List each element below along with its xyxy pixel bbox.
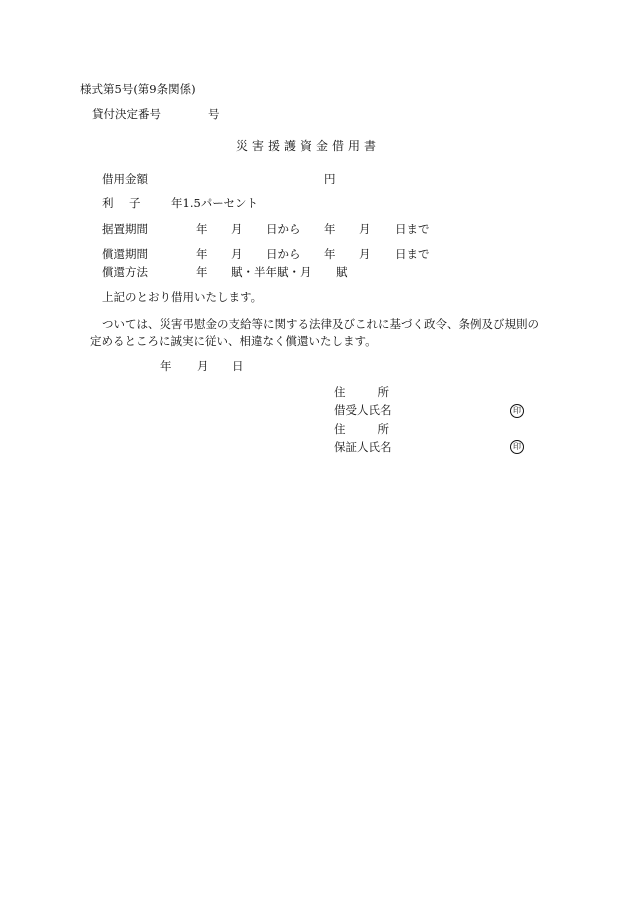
date-year: 年 <box>160 359 172 373</box>
borrower-seal-icon: 印 <box>510 404 524 418</box>
deferment-year-to: 年 <box>324 222 336 236</box>
deferment-year-from: 年 <box>196 222 208 236</box>
repayment-year-from: 年 <box>196 247 208 261</box>
repayment-day-from: 日から <box>266 247 301 261</box>
date-month: 月 <box>197 359 209 373</box>
amount-unit: 円 <box>324 172 336 186</box>
deferment-day-from: 日から <box>266 222 301 236</box>
interest-value: 年1.5パーセント <box>171 196 259 210</box>
loan-decision-number <box>92 107 292 121</box>
repayment-period-label: 償還期間 <box>102 247 148 261</box>
repayment-day-to: 日まで <box>395 247 430 261</box>
repayment-period-row <box>102 247 442 261</box>
amount-label: 借用金額 <box>102 172 148 186</box>
form-label: 様式第5号(第9条関係) <box>80 82 196 96</box>
repayment-month-from: 月 <box>231 247 243 261</box>
document-title: 災害援護資金借用書 <box>236 139 381 153</box>
deferment-label: 据置期間 <box>102 222 148 236</box>
deferment-day-to: 日まで <box>395 222 430 236</box>
borrower-name-label: 借受人氏名 <box>334 403 392 417</box>
guarantor-name-label: 保証人氏名 <box>334 440 392 454</box>
repayment-method-label: 償還方法 <box>102 265 148 279</box>
repayment-method-end: 賦 <box>336 265 348 279</box>
amount-row <box>102 172 362 186</box>
deferment-row <box>102 222 442 236</box>
guarantor-seal-icon: 印 <box>510 440 524 454</box>
repayment-method-year: 年 <box>196 265 208 279</box>
date-day: 日 <box>232 359 244 373</box>
guarantor-address-label: 住 所 <box>334 422 392 436</box>
statement-1: 上記のとおり借用いたします。 <box>102 290 263 304</box>
deferment-month-to: 月 <box>359 222 371 236</box>
loan-decision-label: 貸付決定番号 <box>92 107 161 121</box>
repayment-method-row <box>102 265 402 279</box>
loan-decision-unit: 号 <box>208 107 220 121</box>
deferment-month-from: 月 <box>231 222 243 236</box>
repayment-method-text: 賦・半年賦・月 <box>231 265 312 279</box>
statement-2a: ついては、災害弔慰金の支給等に関する法律及びこれに基づく政令、条例及び規則の <box>102 317 539 331</box>
statement-2b: 定めるところに誠実に従い、相違なく償還いたします。 <box>90 334 377 348</box>
borrower-address-label: 住 所 <box>334 385 392 399</box>
interest-label: 利 子 <box>102 196 143 210</box>
date-row <box>160 359 260 373</box>
repayment-month-to: 月 <box>359 247 371 261</box>
interest-row <box>102 196 302 210</box>
repayment-year-to: 年 <box>324 247 336 261</box>
